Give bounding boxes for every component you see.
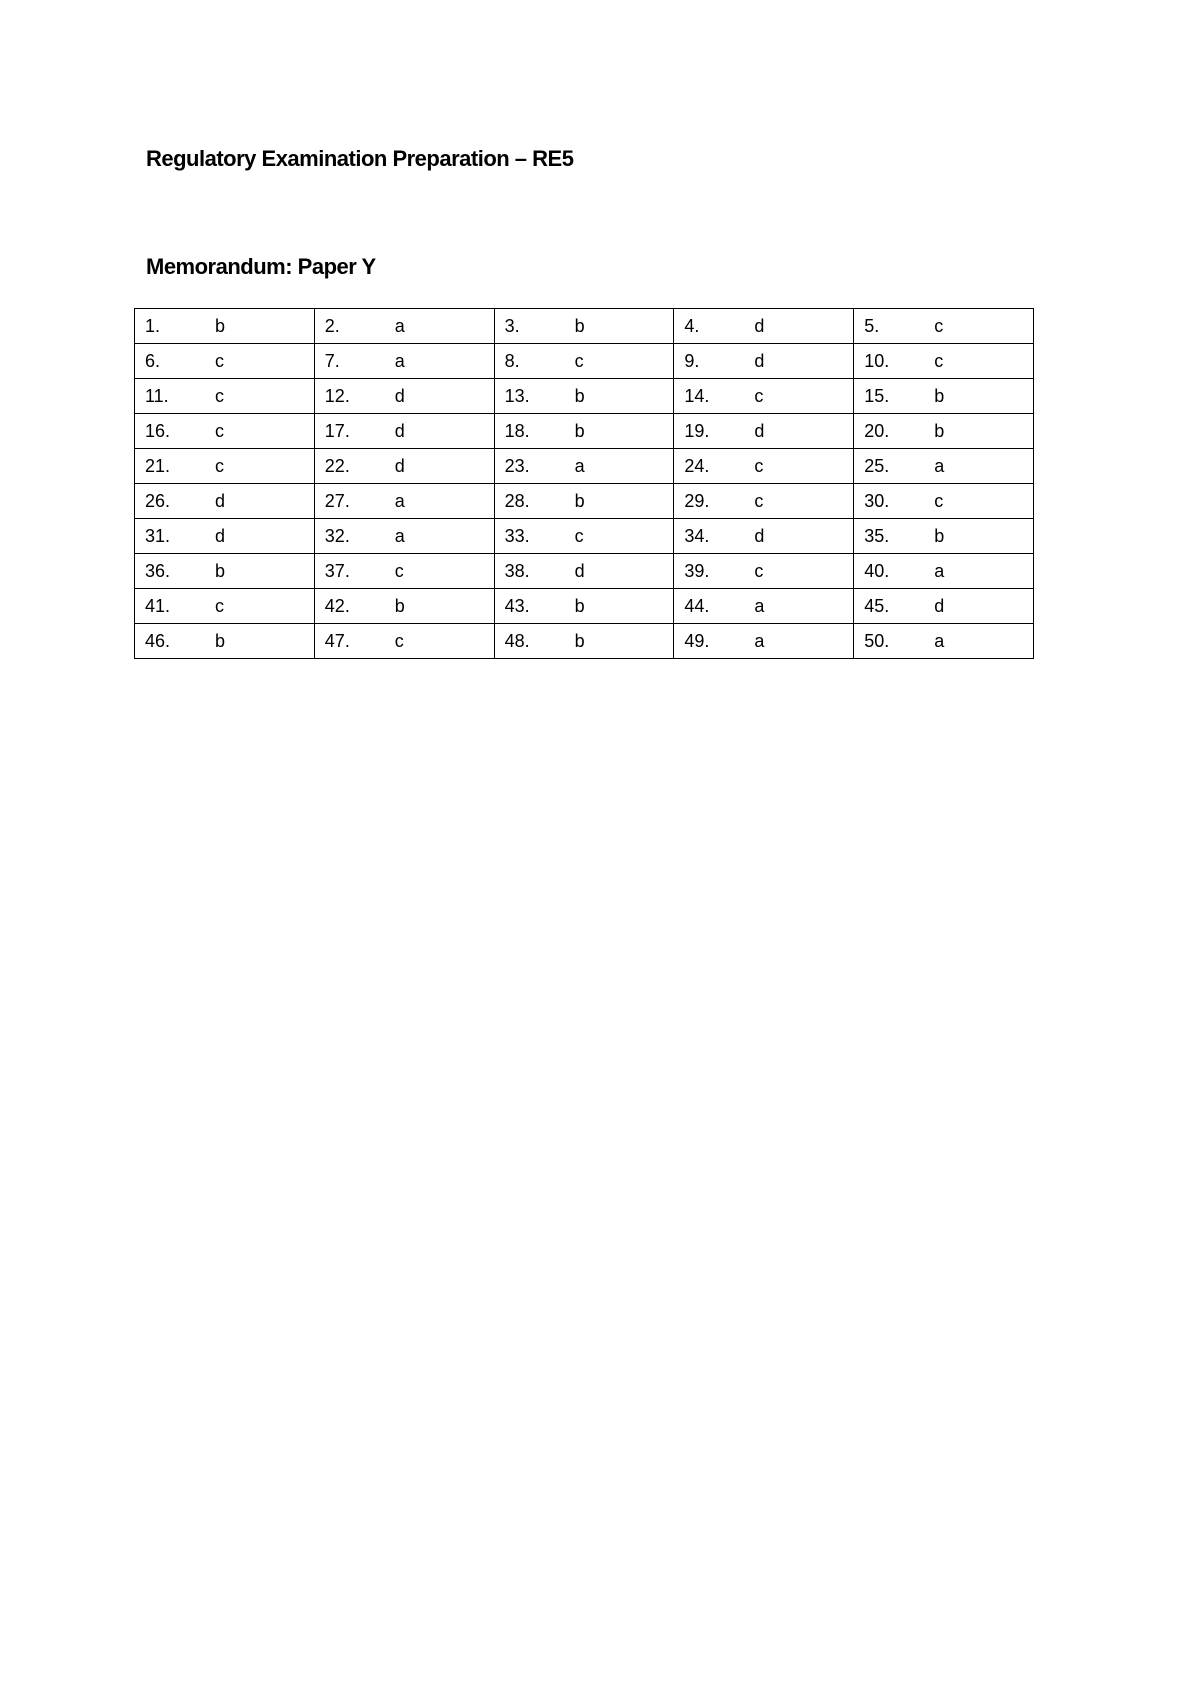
answer-cell	[135, 379, 315, 414]
question-number: 27.	[324, 490, 350, 511]
answer-letter: c	[215, 350, 224, 371]
answer-cell	[674, 589, 854, 624]
table-row	[135, 554, 1034, 589]
answer-cell	[854, 379, 1034, 414]
answer-letter: b	[215, 315, 226, 336]
question-number: 35.	[864, 525, 890, 546]
question-number: 10.	[864, 350, 890, 371]
question-number: 12.	[324, 385, 350, 406]
question-number: 31.	[145, 525, 171, 546]
question-number: 13.	[504, 385, 530, 406]
question-number: 26.	[145, 490, 171, 511]
answer-table-body	[135, 309, 1034, 659]
answer-cell	[674, 624, 854, 659]
question-number: 19.	[684, 420, 710, 441]
table-row	[135, 414, 1034, 449]
question-number: 50.	[864, 630, 890, 651]
answer-letter: d	[394, 455, 405, 476]
memorandum-title: Memorandum: Paper Y	[146, 254, 376, 279]
answer-cell	[314, 624, 494, 659]
answer-letter: a	[934, 630, 945, 651]
answer-letter: c	[754, 455, 764, 476]
question-number: 9.	[684, 350, 700, 371]
question-number: 28.	[504, 490, 530, 511]
question-number: 17.	[324, 420, 350, 441]
question-number: 16.	[145, 420, 171, 441]
page-title: Regulatory Examination Preparation – RE5	[146, 146, 574, 171]
answer-cell	[494, 624, 674, 659]
answer-letter: c	[754, 560, 764, 581]
answer-cell	[135, 624, 315, 659]
answer-cell	[854, 414, 1034, 449]
answer-cell	[314, 414, 494, 449]
answer-cell	[135, 344, 315, 379]
answer-cell	[135, 484, 315, 519]
answer-cell	[135, 554, 315, 589]
answer-letter: d	[394, 420, 405, 441]
question-number: 20.	[864, 420, 890, 441]
answer-cell	[854, 449, 1034, 484]
question-number: 11.	[145, 385, 169, 406]
answer-cell	[314, 449, 494, 484]
answer-cell	[674, 554, 854, 589]
question-number: 2.	[324, 315, 340, 336]
answer-letter: d	[934, 595, 945, 616]
answer-letter: a	[394, 315, 405, 336]
answer-letter: c	[574, 525, 584, 546]
answer-letter: a	[754, 595, 765, 616]
question-number: 4.	[684, 315, 700, 336]
answer-letter: c	[215, 595, 224, 616]
answer-letter: b	[215, 630, 226, 651]
answer-cell	[494, 414, 674, 449]
answer-cell	[314, 484, 494, 519]
question-number: 18.	[504, 420, 530, 441]
question-number: 1.	[145, 315, 161, 336]
answer-letter: b	[934, 385, 945, 406]
answer-cell	[674, 449, 854, 484]
answer-cell	[314, 554, 494, 589]
answer-letter: c	[934, 490, 944, 511]
answer-letter: a	[934, 455, 945, 476]
answer-letter: a	[394, 350, 405, 371]
answer-letter: c	[215, 455, 224, 476]
answer-cell	[674, 414, 854, 449]
question-number: 49.	[684, 630, 710, 651]
answer-letter: b	[934, 420, 945, 441]
answer-letter: d	[754, 350, 765, 371]
question-number: 23.	[504, 455, 530, 476]
answer-letter: d	[215, 525, 226, 546]
answer-letter: c	[754, 490, 764, 511]
answer-letter: c	[754, 385, 764, 406]
question-number: 41.	[145, 595, 171, 616]
answer-letter: c	[394, 560, 404, 581]
answer-cell	[494, 379, 674, 414]
question-number: 39.	[684, 560, 710, 581]
answer-cell	[135, 589, 315, 624]
answer-cell	[854, 624, 1034, 659]
table-row	[135, 379, 1034, 414]
table-row	[135, 449, 1034, 484]
question-number: 21.	[145, 455, 171, 476]
question-number: 25.	[864, 455, 890, 476]
question-number: 48.	[504, 630, 530, 651]
question-number: 14.	[684, 385, 710, 406]
answer-cell	[854, 519, 1034, 554]
question-number: 29.	[684, 490, 710, 511]
answer-cell	[135, 414, 315, 449]
answer-cell	[494, 449, 674, 484]
question-number: 8.	[504, 350, 520, 371]
question-number: 43.	[504, 595, 530, 616]
answer-cell	[314, 309, 494, 344]
table-row	[135, 309, 1034, 344]
question-number: 22.	[324, 455, 350, 476]
answer-cell	[674, 344, 854, 379]
answer-letter: d	[754, 525, 765, 546]
question-number: 37.	[324, 560, 350, 581]
question-number: 5.	[864, 315, 880, 336]
question-number: 47.	[324, 630, 350, 651]
question-number: 40.	[864, 560, 890, 581]
answer-cell	[494, 554, 674, 589]
answer-cell	[854, 484, 1034, 519]
answer-cell	[854, 309, 1034, 344]
answer-letter: c	[215, 385, 224, 406]
question-number: 38.	[504, 560, 530, 581]
answer-cell	[854, 589, 1034, 624]
answer-letter: b	[215, 560, 226, 581]
answer-cell	[854, 344, 1034, 379]
table-row	[135, 344, 1034, 379]
answer-letter: d	[394, 385, 405, 406]
answer-letter: b	[574, 420, 585, 441]
table-row	[135, 589, 1034, 624]
question-number: 36.	[145, 560, 171, 581]
question-number: 46.	[145, 630, 171, 651]
answer-letter: b	[934, 525, 945, 546]
answer-cell	[314, 379, 494, 414]
answer-cell	[494, 344, 674, 379]
answer-cell	[674, 519, 854, 554]
answer-letter: c	[934, 350, 944, 371]
table-row	[135, 484, 1034, 519]
answer-letter: c	[394, 630, 404, 651]
answer-cell	[314, 589, 494, 624]
answer-letter: a	[754, 630, 765, 651]
answer-letter: b	[574, 630, 585, 651]
table-row	[135, 624, 1034, 659]
answer-cell	[135, 519, 315, 554]
answer-cell	[314, 344, 494, 379]
answer-letter: c	[574, 350, 584, 371]
question-number: 30.	[864, 490, 890, 511]
answer-cell	[674, 309, 854, 344]
answer-letter: d	[574, 560, 585, 581]
answer-cell	[674, 379, 854, 414]
answer-letter: b	[574, 315, 585, 336]
answer-letter: b	[574, 385, 585, 406]
answer-cell	[854, 554, 1034, 589]
answer-cell	[135, 309, 315, 344]
question-number: 15.	[864, 385, 890, 406]
table-row	[135, 519, 1034, 554]
answer-cell	[494, 589, 674, 624]
answer-letter: b	[574, 595, 585, 616]
answer-letter: a	[934, 560, 945, 581]
answer-cell	[674, 484, 854, 519]
answer-cell	[494, 519, 674, 554]
question-number: 32.	[324, 525, 350, 546]
answer-letter: d	[754, 315, 765, 336]
answer-letter: d	[754, 420, 765, 441]
answer-letter: a	[574, 455, 585, 476]
answer-letter: c	[215, 420, 224, 441]
answer-letter: b	[394, 595, 405, 616]
question-number: 42.	[324, 595, 350, 616]
answer-cell	[135, 449, 315, 484]
answer-table	[134, 308, 1034, 659]
question-number: 44.	[684, 595, 710, 616]
answer-cell	[494, 484, 674, 519]
answer-cell	[314, 519, 494, 554]
answer-cell	[494, 309, 674, 344]
answer-letter: c	[934, 315, 944, 336]
answer-letter: a	[394, 525, 405, 546]
question-number: 6.	[145, 350, 161, 371]
question-number: 7.	[324, 350, 340, 371]
question-number: 33.	[504, 525, 530, 546]
question-number: 24.	[684, 455, 710, 476]
question-number: 34.	[684, 525, 710, 546]
answer-letter: d	[215, 490, 226, 511]
question-number: 3.	[504, 315, 520, 336]
answer-letter: b	[574, 490, 585, 511]
answer-letter: a	[394, 490, 405, 511]
question-number: 45.	[864, 595, 890, 616]
